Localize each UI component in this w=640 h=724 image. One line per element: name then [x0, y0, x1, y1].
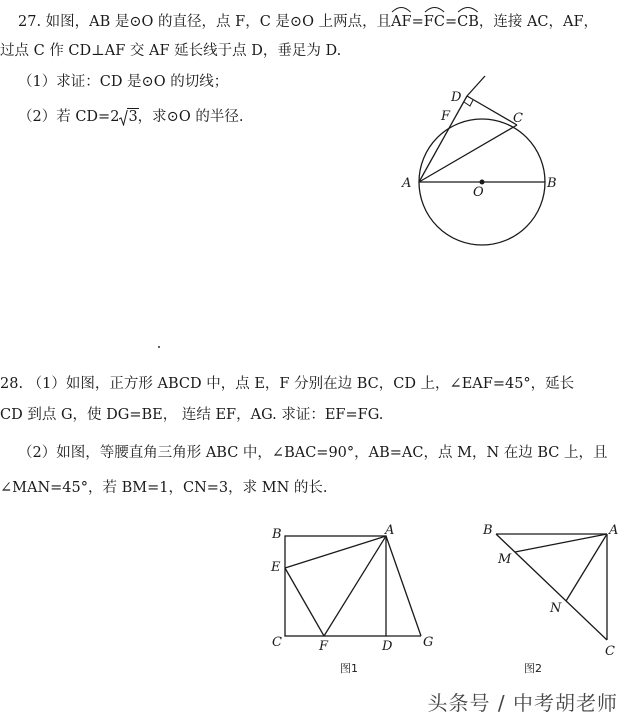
- line-am: [515, 534, 607, 552]
- arc-fc: FC: [424, 12, 445, 32]
- label-c: C: [513, 111, 523, 126]
- line-an: [566, 534, 607, 601]
- label-c: C: [272, 635, 282, 650]
- q28-line1: 28. （1）如图，正方形 ABCD 中，点 E，F 分别在边 BC，CD 上，∠EAF=45°，延长: [0, 376, 575, 392]
- line-af: [324, 536, 386, 636]
- line-ag: [386, 536, 421, 636]
- label-a: A: [609, 523, 619, 538]
- q28-line4: ∠MAN=45°，若 BM=1，CN=3，求 MN 的长.: [0, 480, 328, 496]
- label-n: N: [550, 601, 562, 616]
- label-f: F: [319, 639, 329, 654]
- stray-dot: [158, 346, 160, 348]
- label-a: A: [402, 176, 412, 191]
- line-ef: [285, 568, 324, 636]
- figure1-caption: 图1: [340, 662, 358, 675]
- q27-circle-figure: [390, 70, 590, 270]
- label-d: D: [451, 90, 462, 105]
- line-bc: [496, 534, 607, 640]
- arc-cb: CB: [457, 12, 479, 32]
- line-ac: [419, 125, 517, 182]
- q27-part1: （1）求证：CD 是⊙O 的切线；: [18, 74, 229, 90]
- label-f: F: [441, 109, 451, 124]
- line-extension: [467, 76, 485, 96]
- line-cd: [467, 96, 517, 125]
- watermark: 头条号 / 中考胡老师: [427, 691, 618, 715]
- q27-line1: 27. 如图，AB 是⊙O 的直径，点 F，C 是⊙O 上两点，且 AF= FC= CB，连接 AC，AF，: [18, 12, 598, 32]
- label-m: M: [498, 552, 512, 567]
- label-b: B: [272, 527, 282, 542]
- q27-text-b: ，连接 AC，AF，: [478, 14, 599, 30]
- label-b: B: [547, 176, 557, 191]
- label-c: C: [605, 644, 615, 659]
- label-o: O: [473, 185, 484, 200]
- right-angle-mark: [464, 100, 473, 106]
- q28-line3: （2）如图，等腰直角三角形 ABC 中，∠BAC=90°，AB=AC，点 M，N 在边 BC 上，且: [18, 445, 608, 461]
- label-d: D: [382, 639, 393, 654]
- q28-line2: CD 到点 G，使 DG=BE， 连结 EF，AG. 求证：EF=FG.: [0, 407, 384, 423]
- center-dot: [480, 180, 485, 185]
- square-abcd: [285, 536, 386, 636]
- line-ae: [285, 536, 386, 568]
- label-g: G: [423, 635, 434, 650]
- q27-text-a: 27. 如图，AB 是⊙O 的直径，点 F，C 是⊙O 上两点，且: [18, 14, 392, 30]
- q28-figure2-triangle: [478, 518, 628, 663]
- q28-figure1-square: [266, 522, 446, 657]
- label-e: E: [271, 560, 281, 575]
- figure2-caption: 图2: [524, 662, 542, 675]
- q27-line2: 过点 C 作 CD⊥AF 交 AF 延长线于点 D，垂足为 D.: [0, 43, 342, 59]
- arc-af: AF: [391, 12, 412, 32]
- sqrt-symbol: 3: [119, 107, 137, 127]
- label-a: A: [385, 523, 395, 538]
- q27-part2: （2）若 CD=2 3，求⊙O 的半径.: [18, 109, 244, 125]
- label-b: B: [483, 523, 493, 538]
